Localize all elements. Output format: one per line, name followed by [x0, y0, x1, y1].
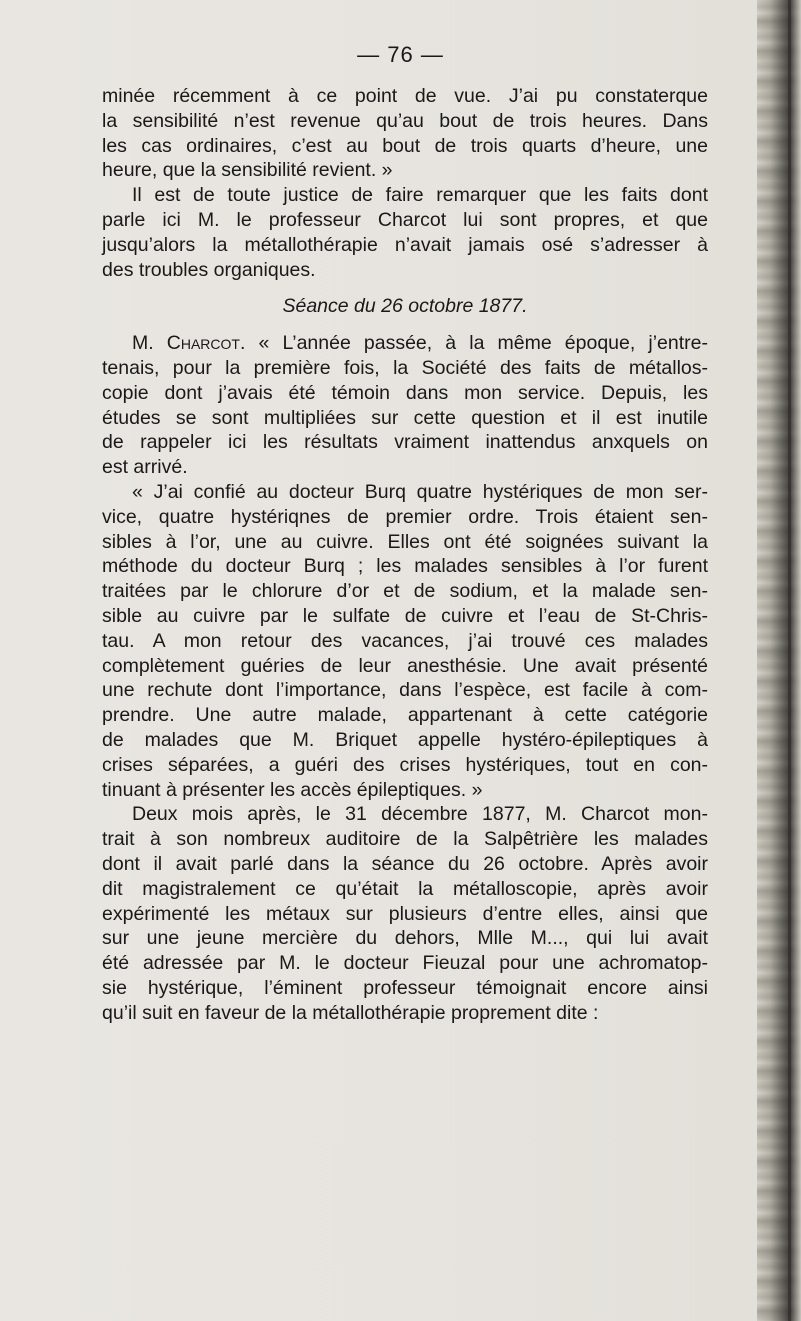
text-line: une rechute dont l’importance, dans l’espèce, est facile à com-	[102, 679, 708, 702]
text-line: prendre. Une autre malade, appartenant à cette catégorie	[102, 704, 708, 727]
text-line: « J’ai confié au docteur Burq quatre hystériques de mon ser-	[132, 480, 708, 503]
text-line: crises séparées, a guéri des crises hystériques, tout en con-	[102, 753, 708, 776]
text-line: sur une jeune mercière du dehors, Mlle M..., qui lui avait	[102, 927, 708, 950]
page-edge-shadow	[757, 0, 801, 1321]
text-line: parle ici M. le professeur Charcot lui sont propres, et que	[102, 208, 708, 231]
text-line: sibles à l’or, une au cuivre. Elles ont été soignées suivant la	[102, 530, 708, 553]
text-line: trait à son nombreux auditoire de la Salpêtrière les malades	[102, 828, 708, 851]
text-line: tenais, pour la première fois, la Société des faits de métallos-	[102, 356, 708, 379]
speaker-title: M.	[132, 332, 154, 355]
body-text	[102, 84, 708, 1025]
text-line: qu’il suit en faveur de la métallothérapie proprement dite :	[102, 1001, 599, 1024]
text-line: tau. A mon retour des vacances, j’ai trouvé ces malades	[102, 629, 708, 652]
binding-line	[788, 0, 791, 1321]
text-line: heure, que la sensibilité revient. »	[102, 159, 393, 182]
text-line: jusqu’alors la métallothérapie n’avait jamais osé s’adresser à	[102, 233, 708, 256]
text-line-rest: « L’année passée, à la même époque, j’entre-	[258, 332, 709, 355]
text-line: de rappeler ici les résultats vraiment inattendus anxquels on	[102, 431, 708, 454]
text-line: est arrivé.	[102, 456, 188, 479]
text-line	[102, 331, 708, 356]
text-line: dit magistralement ce qu’était la métalloscopie, après avoir	[102, 877, 708, 900]
text-line: copie dont j’avais été témoin dans mon service. Depuis, les	[102, 381, 708, 404]
text-line: minée récemment à ce point de vue. J’ai pu constaterque	[102, 85, 708, 107]
text-line: vice, quatre hystériqnes de premier ordre. Trois étaient sen-	[102, 505, 708, 528]
text-line: tinuant à présenter les accès épileptiques. »	[102, 778, 483, 801]
text-line: complètement guéries de leur anesthésie. Une avait présenté	[102, 654, 708, 677]
speaker-name: Charcot.	[166, 332, 246, 355]
text-line: la sensibilité n’est revenue qu’au bout de trois heures. Dans	[102, 109, 708, 132]
text-line: les cas ordinaires, c’est au bout de trois quarts d’heure, une	[102, 134, 708, 157]
text-line: Deux mois après, le 31 décembre 1877, M. Charcot mon-	[132, 803, 708, 826]
text-line: Il est de toute justice de faire remarquer que les faits dont	[132, 184, 708, 207]
text-line: dont il avait parlé dans la séance du 26 octobre. Après avoir	[102, 852, 708, 875]
text-line: sible au cuivre par le sulfate de cuivre et l’eau de St-Chris-	[102, 604, 708, 627]
text-line: études se sont multipliées sur cette question et il est inutile	[102, 406, 708, 429]
text-line: traitées par le chlorure d’or et de sodium, et la malade sen-	[102, 580, 708, 603]
text-line: des troubles organiques.	[102, 258, 316, 281]
text-line: été adressée par M. le docteur Fieuzal pour une achromatop-	[102, 952, 708, 975]
section-heading: Séance du 26 octobre 1877.	[282, 295, 528, 318]
text-line: méthode du docteur Burq ; les malades sensibles à l’or furent	[102, 555, 708, 578]
text-line: expérimenté les métaux sur plusieurs d’entre elles, ainsi que	[102, 902, 708, 925]
text-line: de malades que M. Briquet appelle hystéro-épileptiques à	[102, 728, 708, 751]
page-number: — 76 —	[357, 42, 444, 67]
text-line: sie hystérique, l’éminent professeur témoignait encore ainsi	[102, 976, 708, 999]
